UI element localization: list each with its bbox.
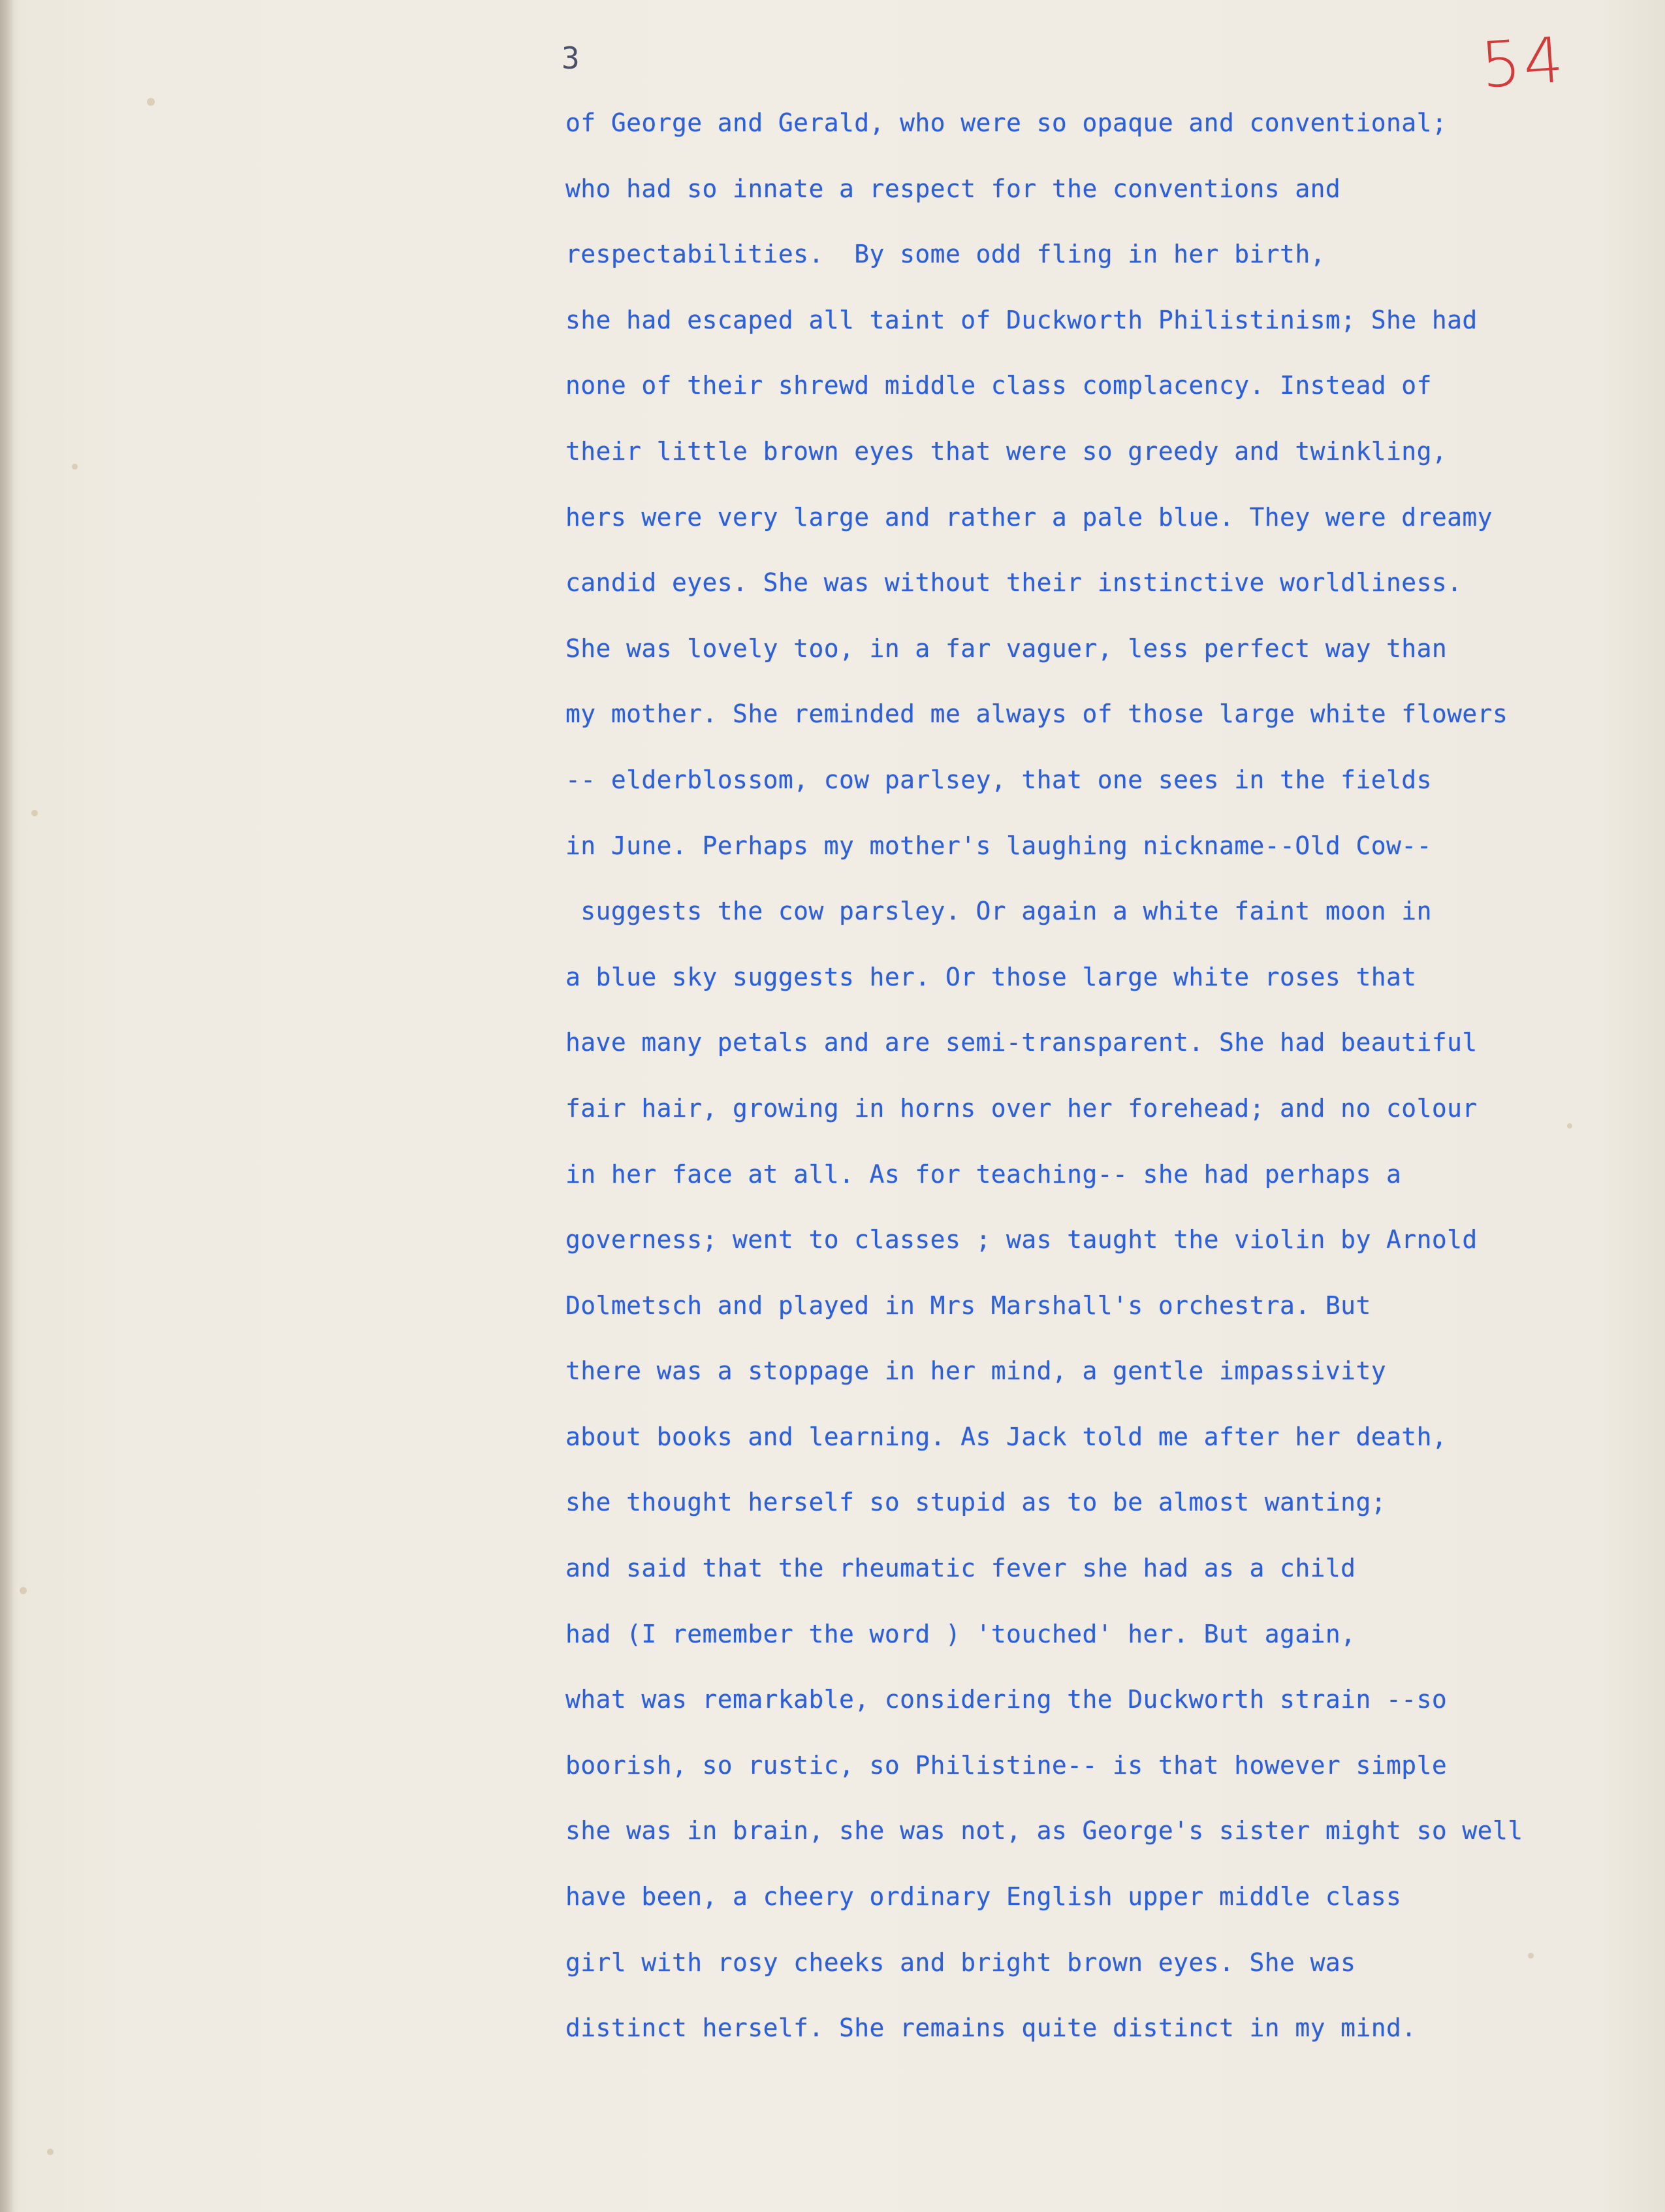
- text-line: and said that the rheumatic fever she had as a child: [565, 1554, 1356, 1583]
- foxing-spot: [20, 1587, 27, 1594]
- text-line: distinct herself. She remains quite distinct in my mind.: [565, 2013, 1417, 2043]
- text-line: my mother. She reminded me always of those large white flowers: [565, 699, 1508, 729]
- foxing-spot: [72, 464, 78, 470]
- foxing-spot: [147, 98, 155, 106]
- page-number: 3: [562, 40, 580, 76]
- typescript-body: [565, 104, 1584, 2076]
- text-line: there was a stoppage in her mind, a gentle impassivity: [565, 1356, 1387, 1386]
- text-line: have many petals and are semi-transparent. She had beautiful: [565, 1028, 1478, 1057]
- text-line: what was remarkable, considering the Duckworth strain --so: [565, 1685, 1448, 1714]
- page-edge-shadow: [0, 0, 14, 2212]
- text-line: a blue sky suggests her. Or those large white roses that: [565, 962, 1417, 991]
- foxing-spot: [47, 2149, 54, 2155]
- text-line: their little brown eyes that were so greedy and twinkling,: [565, 436, 1448, 466]
- text-line: of George and Gerald, who were so opaque and conventional;: [565, 108, 1448, 137]
- text-line: had (I remember the word ) 'touched' her. But again,: [565, 1619, 1356, 1648]
- text-line: suggests the cow parsley. Or again a white faint moon in: [565, 897, 1432, 926]
- text-line: girl with rosy cheeks and bright brown eyes. She was: [565, 1948, 1356, 1977]
- folio-number-annotation: 54: [1478, 23, 1568, 103]
- text-line: she had escaped all taint of Duckworth Philistinism; She had: [565, 305, 1478, 334]
- text-line: candid eyes. She was without their instinctive worldliness.: [565, 568, 1463, 598]
- text-line: who had so innate a respect for the conventions and: [565, 174, 1341, 203]
- text-line: she was in brain, she was not, as George's sister might so well: [565, 1816, 1523, 1846]
- foxing-spot: [31, 810, 38, 816]
- text-line: governess; went to classes ; was taught the violin by Arnold: [565, 1225, 1478, 1255]
- text-line: have been, a cheery ordinary English upper middle class: [565, 1882, 1402, 1912]
- text-line: fair hair, growing in horns over her forehead; and no colour: [565, 1093, 1478, 1123]
- text-line: -- elderblossom, cow parlsey, that one sees in the fields: [565, 765, 1432, 794]
- text-line: in her face at all. As for teaching-- she had perhaps a: [565, 1159, 1402, 1189]
- text-line: in June. Perhaps my mother's laughing nickname--Old Cow--: [565, 831, 1432, 860]
- text-line: respectabilities. By some odd fling in her birth,: [565, 240, 1325, 269]
- text-line: none of their shrewd middle class complacency. Instead of: [565, 371, 1432, 400]
- text-line: She was lovely too, in a far vaguer, less perfect way than: [565, 633, 1448, 663]
- text-line: hers were very large and rather a pale blue. They were dreamy: [565, 502, 1493, 532]
- text-line: she thought herself so stupid as to be almost wanting;: [565, 1488, 1387, 1517]
- text-line: boorish, so rustic, so Philistine-- is that however simple: [565, 1750, 1448, 1780]
- text-line: about books and learning. As Jack told me after her death,: [565, 1422, 1448, 1451]
- text-line: Dolmetsch and played in Mrs Marshall's orchestra. But: [565, 1290, 1371, 1320]
